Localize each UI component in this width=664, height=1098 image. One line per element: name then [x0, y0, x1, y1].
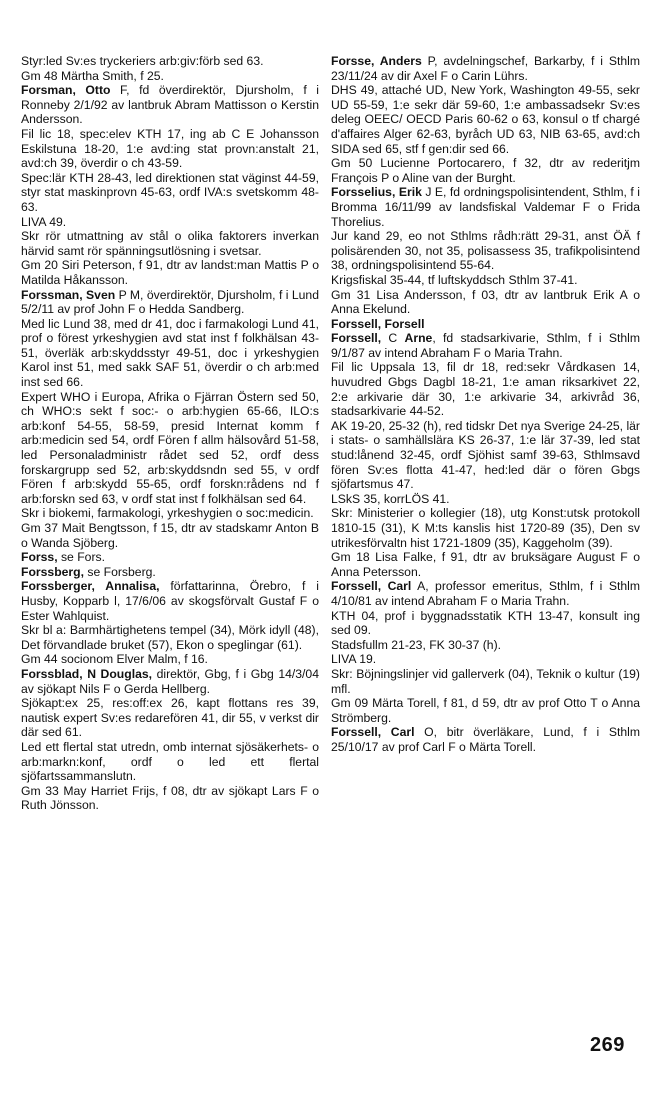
entry-headword: Forssell, Carl: [331, 579, 412, 594]
entry-paragraph: Gm 31 Lisa Andersson, f 03, dtr av lantbruk Erik A o Anna Ekelund.: [331, 287, 640, 317]
entry-headword: Forssberg,: [21, 564, 84, 579]
entry-paragraph: Gm 09 Märta Torell, f 81, d 59, dtr av prof Otto T o Anna Strömberg.: [331, 696, 640, 725]
entry-paragraph: [331, 317, 640, 332]
entry-paragraph: DHS 49, attaché UD, New York, Washington 49-55, sekr UD 55-59, 1:e sekr där 59-60, 1:e ambassadsekr Sv:es deleg OEEC/ OECD Paris 60-62 o 63, konsul o tf chargé d'affaires Alger 62-63, byråch UD 63, NIB 63-65, avd:ch SIDA sed 65, stf f gen:dir sed 66.: [331, 83, 640, 156]
entry-paragraph: [331, 331, 640, 360]
entry-paragraph: Stadsfullm 21-23, FK 30-37 (h).: [331, 637, 502, 652]
right-column: [331, 54, 640, 755]
entry-paragraph: Forssman, Sven P M, överdirektör, Djursholm, f i Lund 5/2/11 av prof John F o Hedda Sandberg.: [21, 287, 319, 317]
entry-paragraph: LIVA 49.: [21, 214, 67, 229]
entry-paragraph: AK 19-20, 25-32 (h), red tidskr Det nya Sverige 24-25, lär i stats- o samhällslära KS 26-37, 1:e lär 37-39, led stat stud:lånend 32-45, ordf Sjöhist samf 39-63, Sthlmsavd fören Sv:es flotta 41-47, hed:led där o fören Gbgs sjöfartsmus 47.: [331, 418, 640, 492]
entry-paragraph: Spec:lär KTH 28-43, led direktionen stat väginst 44-59, styr stat maskinprovn 45-63, ordf IVA:s svetskomm 48-63.: [21, 170, 319, 214]
entry-paragraph: Led ett flertal stat utredn, omb internat sjösäkerhets- o arb:markn:konf, ordf o led ett flertal sjöfartssammanslutn.: [21, 739, 319, 784]
entry-paragraph: Forss, se Fors.: [21, 550, 105, 565]
entry-headword: Forssell, Carl: [331, 725, 415, 740]
entry-paragraph: Fil lic Uppsala 13, fil dr 18, red:sekr Vårdkasen 14, huvudred Gbgs Dagbl 18-21, 1:e aman riksarkivet 22, 2:e arkivarie där 30, 1:e arkivarie 34, arkivråd 36, stadsarkivarie 44-52.: [331, 360, 640, 419]
entry-paragraph: Gm 20 Siri Peterson, f 91, dtr av landst:man Mattis P o Matilda Håkansson.: [21, 258, 319, 287]
entry-paragraph: Gm 37 Mait Bengtsson, f 15, dtr av stadskamr Anton B o Wanda Sjöberg.: [21, 521, 319, 550]
entry-paragraph: Forsse, Anders P, avdelningschef, Barkarby, f i Sthlm 23/11/24 av dir Axel F o Carin Lührs.: [331, 54, 640, 83]
entry-paragraph: Skr: Ministerier o kollegier (18), utg Konst:utsk protokoll 1810-15 (31), K M:ts kanslis hist 1720-89 (35), Den sv utrikesförvaltn hist 1721-1809 (35), Kaggeholm (39).: [331, 506, 640, 550]
entry-headword: Forsman, Otto: [21, 83, 111, 98]
entry-paragraph: KTH 04, prof i byggnadsstatik KTH 13-47, konsult ing sed 09.: [331, 608, 640, 638]
entry-paragraph: Med lic Lund 38, med dr 41, doc i farmakologi Lund 41, prof o förest yrkeshygien avd stat inst f folkhälsan 43-51, överläk arb:skyddsstyr 49-51, doc i yrkeshygien Karol inst 51, med sakk SAF 51, överdir o ch arb:med inst sed 66.: [21, 316, 319, 390]
entry-paragraph: Forsselius, Erik J E, fd ordningspolisintendent, Sthlm, f i Bromma 16/11/99 av landsfiskal Valdemar F o Frida Thorelius.: [331, 185, 640, 229]
entry-paragraph: Forssberger, Annalisa, författarinna, Örebro, f i Husby, Kopparb l, 17/6/06 av skogsförvalt Gustaf F o Ester Wahlquist.: [21, 579, 319, 623]
entry-paragraph: Styr:led Sv:es tryckeriers arb:giv:förb sed 63.: [21, 54, 264, 68]
entry-paragraph: Gm 48 Märtha Smith, f 25.: [21, 68, 164, 83]
entry-paragraph: Forsman, Otto F, fd överdirektör, Djursholm, f i Ronneby 2/1/92 av lantbruk Abram Mattisson o Kerstin Andersson.: [21, 83, 319, 127]
entry-headword: Forssberger, Annalisa,: [21, 579, 160, 594]
entry-paragraph: Forssell, Carl O, bitr överläkare, Lund, f i Sthlm 25/10/17 av prof Carl F o Märta Torell.: [331, 725, 640, 754]
entry-headword: Forss,: [21, 550, 58, 565]
entry-paragraph: LSkS 35, korrLÖS 41.: [331, 491, 450, 506]
entry-paragraph: Forssell, Carl A, professor emeritus, Sthlm, f i Sthlm 4/10/81 av intend Abraham F o Maria Trahn.: [331, 579, 640, 608]
left-column: [21, 54, 319, 813]
entry-text-rich: C Arne, fd stadsarkivarie, Sthlm, f i Sthlm 9/1/87 av intend Abraham F o Maria Trahn.: [331, 331, 640, 360]
page-number: 269: [590, 1034, 625, 1056]
entry-paragraph: Sjökapt:ex 25, res:off:ex 26, kapt flottans res 39, nautisk expert Sv:es redarefören 41, dir 55, v verkst dir där sed 61.: [21, 696, 319, 740]
entry-headword: Forssell, Forsell: [331, 316, 425, 331]
entry-paragraph: Gm 50 Lucienne Portocarero, f 32, dtr av rederitjm François P o Aline van der Burght.: [331, 156, 640, 185]
entry-paragraph: Krigsfiskal 35-44, tf luftskyddsch Sthlm 37-41.: [331, 272, 578, 287]
entry-headword: Forssell,: [331, 331, 382, 346]
entry-headword: Forsselius, Erik: [331, 185, 422, 200]
entry-headword: Forsse, Anders: [331, 54, 422, 68]
entry-paragraph: Fil lic 18, spec:elev KTH 17, ing ab C E Johansson Eskilstuna 18-20, 1:e avd:ing stat provn:anstalt 21, avd:ch 39, överdir o ch 43-59.: [21, 126, 319, 171]
entry-paragraph: Gm 44 socionom Elver Malm, f 16.: [21, 652, 208, 667]
entry-paragraph: Jur kand 29, eo not Sthlms rådh:rätt 29-31, anst ÖÄ f polisärenden 30, not 35, polisassess 35, trafikpolisintend 38, ordningspolisintend 55-64.: [331, 229, 640, 273]
entry-paragraph: Forssberg, se Forsberg.: [21, 564, 156, 579]
entry-headword: Forssman, Sven: [21, 287, 116, 302]
entry-paragraph: Expert WHO i Europa, Afrika o Fjärran Östern sed 50, ch WHO:s sekt f soc:- o arb:hygien 65-66, ILO:s arb:konf 54-55, 58-59, presid Internat komm f arb:medicin sed 54, ordf Fören f allm hälsovård 51-58, led Personaladministr rådet sed 52, ordf dess forskargrupp sed 52, arb:skyddsndn sed 55, v ordf Fören f arb:skydd 55-65, ordf forskn:rådens nd f arb:forskn sed 63, v ordf stat inst f folkhälsan sed 64.: [21, 389, 319, 506]
entry-paragraph: Skr bl a: Barmhärtighetens tempel (34), Mörk idyll (48), Det förvandlade bruket (57), Ekon o speglingar (61).: [21, 623, 319, 652]
entry-paragraph: Gm 18 Lisa Falke, f 91, dtr av bruksägare August F o Anna Petersson.: [331, 550, 640, 579]
entry-paragraph: Skr: Böjningslinjer vid gallerverk (04), Teknik o kultur (19) mfl.: [331, 666, 640, 696]
entry-paragraph: Skr rör utmattning av stål o olika faktorers inverkan härvid samt rör spänningsutlösning i svetsar.: [21, 229, 319, 258]
entry-headword: Forssblad, N Douglas,: [21, 666, 153, 681]
entry-paragraph: LIVA 19.: [331, 652, 377, 667]
entry-paragraph: Gm 33 May Harriet Frijs, f 08, dtr av sjökapt Lars F o Ruth Jönsson.: [21, 783, 319, 813]
entry-paragraph: Skr i biokemi, farmakologi, yrkeshygien o soc:medicin.: [21, 506, 314, 521]
entry-paragraph: Forssblad, N Douglas, direktör, Gbg, f i Gbg 14/3/04 av sjökapt Nils F o Gerda Hellberg.: [21, 666, 319, 696]
